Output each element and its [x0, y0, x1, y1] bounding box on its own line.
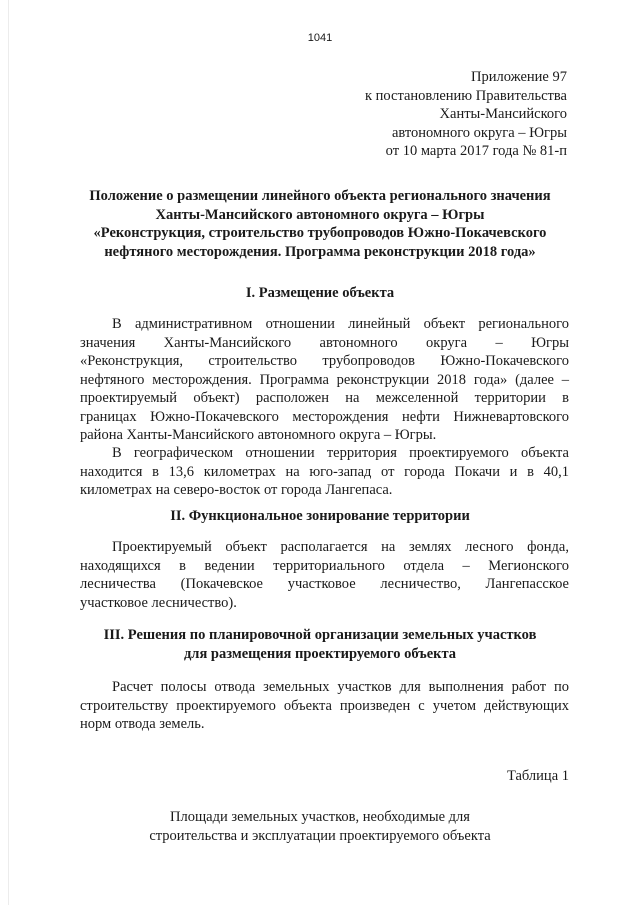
text-line: границах Южно-Покачевского месторождения нефти Нижневартовского	[80, 408, 569, 425]
text-line: Проектируемый объект располагается на землях лесного фонда,	[112, 539, 569, 555]
page-number: 1041	[307, 32, 333, 44]
text-line: находящихся в ведении территориального отдела – Мегионского	[80, 557, 569, 574]
text-line: проектируемый объект) расположен на межселенной территории в	[80, 390, 569, 406]
appendix-line: от 10 марта 2017 года № 81-п	[385, 143, 567, 159]
title-line: Положение о размещении линейного объекта регионального значения	[89, 188, 551, 204]
title-line: Ханты-Мансийского автономного округа – Югры	[155, 206, 485, 223]
appendix-line: автономного округа – Югры	[391, 124, 567, 141]
text-line: «Реконструкция, строительство трубопроводов Южно-Покачевского	[80, 353, 569, 369]
document-title	[70, 187, 570, 261]
section-1-heading: I. Размещение объекта	[245, 285, 395, 301]
text-line: норм отвода земель.	[80, 716, 205, 732]
text-line: Расчет полосы отвода земельных участков для выполнения работ по	[112, 679, 569, 695]
section-2-heading: II. Функциональное зонирование территории	[170, 508, 470, 524]
text-line: километрах на северо-восток от города Лангепаса.	[80, 482, 393, 498]
caption-line: Площади земельных участков, необходимые для	[170, 809, 470, 825]
text-line: находится в 13,6 километрах на юго-запад от города Покачи и в 40,1	[80, 463, 569, 480]
text-line: значения Ханты-Мансийского автономного округа – Югры	[80, 334, 569, 351]
heading-line: III. Решения по планировочной организации земельных участков	[103, 627, 537, 643]
title-line: нефтяного месторождения. Программа реконструкции 2018 года»	[104, 243, 536, 260]
text-line: строительству проектируемого объекта произведен с учетом действующих	[80, 697, 569, 714]
section-3-heading	[70, 626, 570, 663]
section-1-paragraph-1	[80, 315, 569, 445]
caption-line: строительства и эксплуатации проектируемого объекта	[149, 827, 491, 844]
text-line: В административном отношении линейный объект регионального	[112, 316, 569, 332]
table-label: Таблица 1	[506, 768, 569, 784]
appendix-line: Приложение 97	[471, 69, 567, 85]
appendix-line: Ханты-Мансийского	[439, 106, 567, 122]
text-line: участковое лесничество).	[80, 594, 237, 611]
section-2-paragraph	[80, 538, 569, 612]
scan-edge-line	[8, 0, 9, 905]
text-line: нефтяного месторождения. Программа реконструкции 2018 года» (далее –	[80, 371, 569, 388]
title-line: «Реконструкция, строительство трубопроводов Южно-Покачевского	[93, 225, 547, 241]
text-line: района Ханты-Мансийского автономного округа – Югры.	[80, 427, 437, 443]
text-line: В географическом отношении территория проектируемого объекта	[112, 445, 569, 461]
appendix-line: к постановлению Правительства	[365, 87, 567, 104]
section-1-paragraph-2	[80, 444, 569, 500]
section-3-paragraph	[80, 678, 569, 734]
appendix-reference	[365, 68, 567, 161]
heading-line: для размещения проектируемого объекта	[183, 645, 457, 662]
text-line: лесничества (Покачевское участковое лесничество, Лангепасское	[80, 576, 569, 592]
table-caption	[70, 808, 570, 845]
